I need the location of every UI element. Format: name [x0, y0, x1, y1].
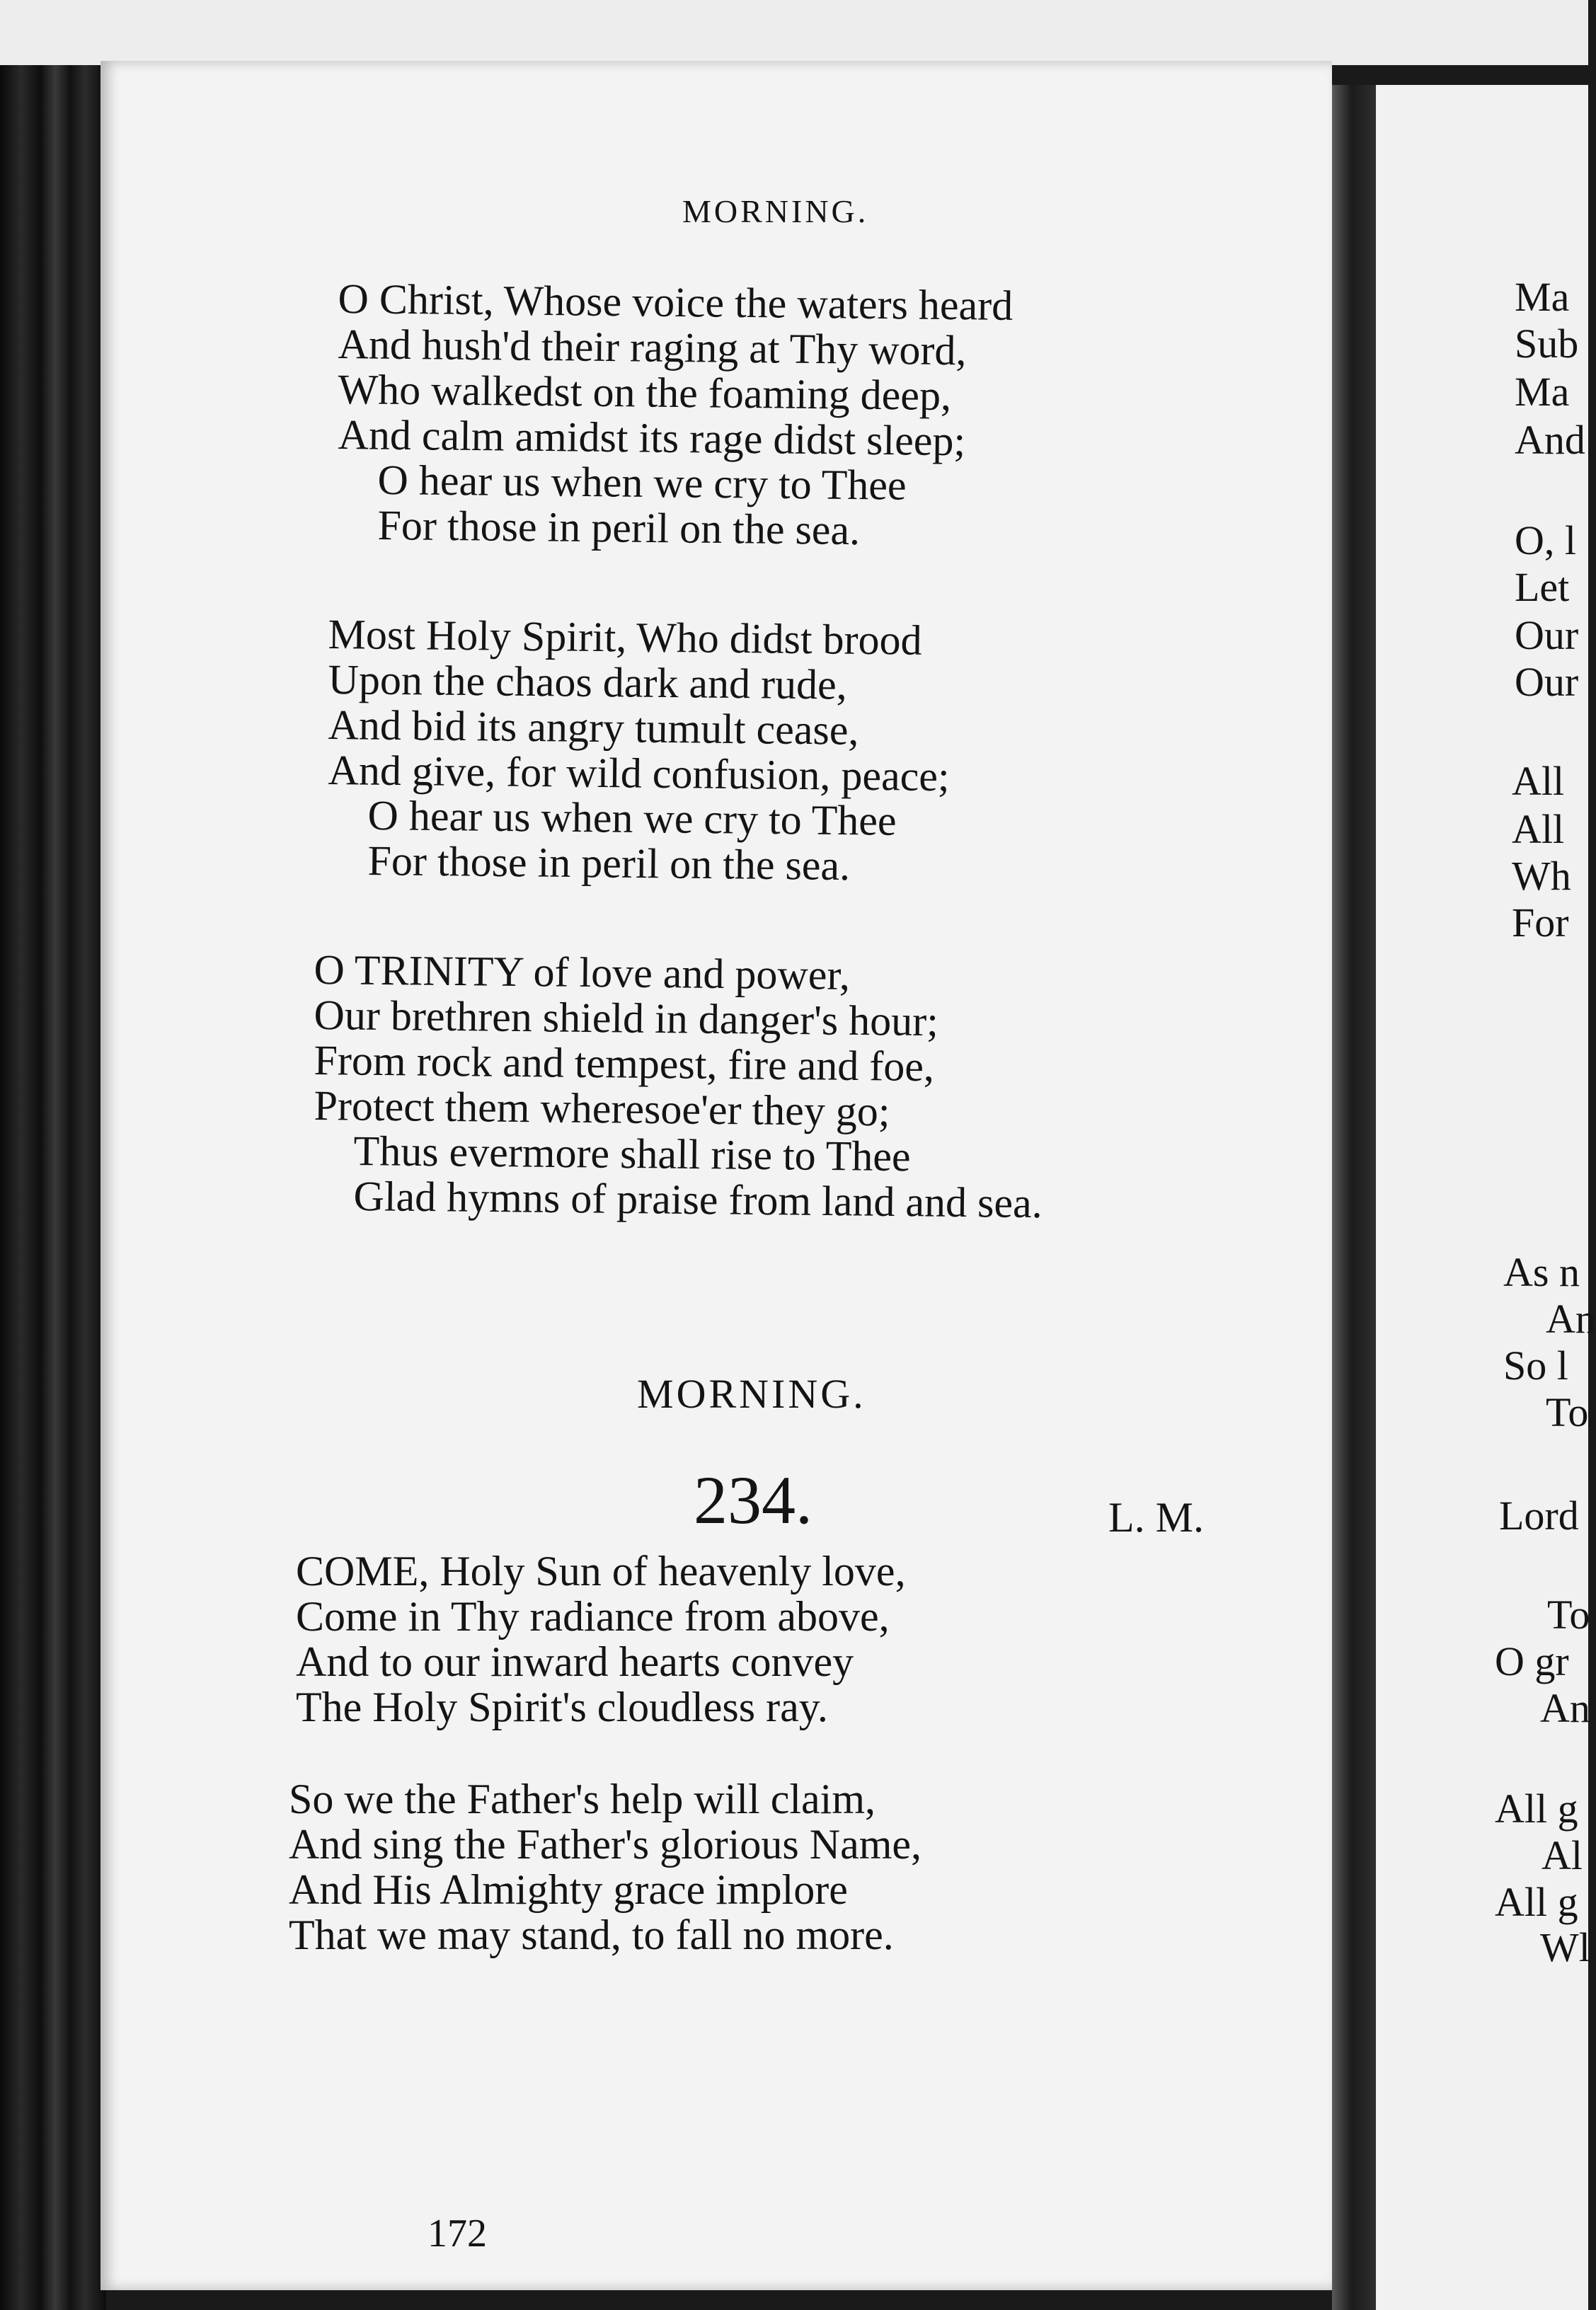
top-edge — [0, 0, 1588, 65]
next-page-fragment: For — [1512, 900, 1569, 946]
hymn-233-stanza-3-line-4: Protect them wheresoe'er they go; — [314, 1082, 890, 1135]
hymn-234-stanza-1-line-2: Come in Thy radiance from above, — [296, 1593, 890, 1640]
hymn-233-stanza-2-line-4: And give, for wild confusion, peace; — [328, 747, 951, 800]
hymn-233-stanza-1-line-1: O Christ, Whose voice the waters heard — [338, 275, 1014, 329]
hymn-234-stanza-2-line-2: And sing the Father's glorious Name, — [289, 1821, 922, 1868]
next-page-fragment: All g — [1495, 1879, 1578, 1925]
next-page-fragment: Let — [1515, 564, 1570, 610]
next-page-fragment: Al — [1542, 1832, 1583, 1878]
hymn-233-stanza-1-line-4: And calm amidst its rage didst sleep; — [338, 410, 966, 465]
hymn-233-stanza-1-line-2: And hush'd their raging at Thy word, — [338, 320, 967, 374]
next-page-fragment: To — [1546, 1389, 1589, 1435]
hymn-233-stanza-2-line-3: And bid its angry tumult cease, — [328, 701, 859, 754]
book-gutter — [1332, 85, 1376, 2310]
running-header: MORNING. — [682, 193, 869, 229]
hymn-233-stanza-3-line-6: Glad hymns of praise from land and sea. — [353, 1173, 1043, 1227]
next-page-fragment: Ma — [1515, 369, 1570, 415]
hymn-233-stanza-3-line-3: From rock and tempest, fire and foe, — [314, 1037, 935, 1091]
page-number: 172 — [427, 2212, 487, 2256]
next-page-fragment: All g — [1495, 1786, 1578, 1832]
next-page-fragment: So l — [1503, 1343, 1568, 1389]
next-page-fragment: As n — [1503, 1249, 1580, 1295]
hymn-233-stanza-2-line-6: For those in peril on the sea. — [367, 837, 851, 890]
next-page-fragment: An — [1540, 1685, 1590, 1731]
hymn-234-stanza-2-line-3: And His Almighty grace implore — [289, 1866, 848, 1913]
hymn-234-stanza-1-line-4: The Holy Spirit's cloudless ray. — [296, 1684, 828, 1730]
next-page-fragment: Our — [1515, 612, 1579, 658]
hymn-233-stanza-1-line-5: O hear us when we cry to Thee — [377, 456, 907, 509]
next-page-fragment: Ma — [1515, 274, 1570, 320]
hymn-233-stanza-2-line-2: Upon the chaos dark and rude, — [328, 655, 848, 708]
hymn-233-stanza-1-line-3: Who walkedst on the foaming deep, — [338, 365, 952, 420]
hymn-233-stanza-1-line-6: For those in peril on the sea. — [377, 501, 861, 554]
next-page-fragment: Our — [1515, 659, 1579, 705]
next-page-fragment: All — [1512, 758, 1565, 804]
section-title: MORNING. — [637, 1371, 866, 1417]
next-page-fragment: And — [1515, 417, 1585, 463]
hymn-233-stanza-2-line-5: O hear us when we cry to Thee — [367, 792, 897, 844]
next-page-fragment: Wl — [1540, 1924, 1590, 1970]
next-page-fragment: To — [1547, 1592, 1590, 1638]
book-binding — [0, 0, 106, 2310]
hymn-234-stanza-1-line-3: And to our inward hearts convey — [296, 1638, 854, 1685]
next-page-fragment: Sub — [1515, 321, 1579, 367]
hymn-233-stanza-3-line-1: O TRINITY of love and power, — [314, 946, 851, 999]
hymn-233-stanza-3-line-2: Our brethren shield in danger's hour; — [314, 992, 939, 1045]
next-page-fragment: O, l — [1515, 517, 1576, 563]
hymn-234-stanza-2-line-1: So we the Father's help will claim, — [289, 1776, 875, 1822]
hymn-meter: L. M. — [1108, 1494, 1204, 1541]
next-page-fragment: O gr — [1495, 1638, 1569, 1684]
next-page-fragment: Lord — [1499, 1493, 1579, 1539]
hymn-233-stanza-3-line-5: Thus evermore shall rise to Thee — [353, 1127, 911, 1180]
next-page-fragment: An — [1546, 1296, 1596, 1342]
hymn-233-stanza-2-line-1: Most Holy Spirit, Who didst brood — [328, 610, 922, 664]
hymn-234-stanza-2-line-4: That we may stand, to fall no more. — [289, 1912, 894, 1958]
hymn-234-stanza-1-line-1: COME, Holy Sun of heavenly love, — [296, 1548, 906, 1594]
hymn-number: 234. — [694, 1462, 813, 1538]
next-page-fragment: Wh — [1512, 853, 1571, 899]
next-page-fragment: All — [1512, 806, 1565, 852]
